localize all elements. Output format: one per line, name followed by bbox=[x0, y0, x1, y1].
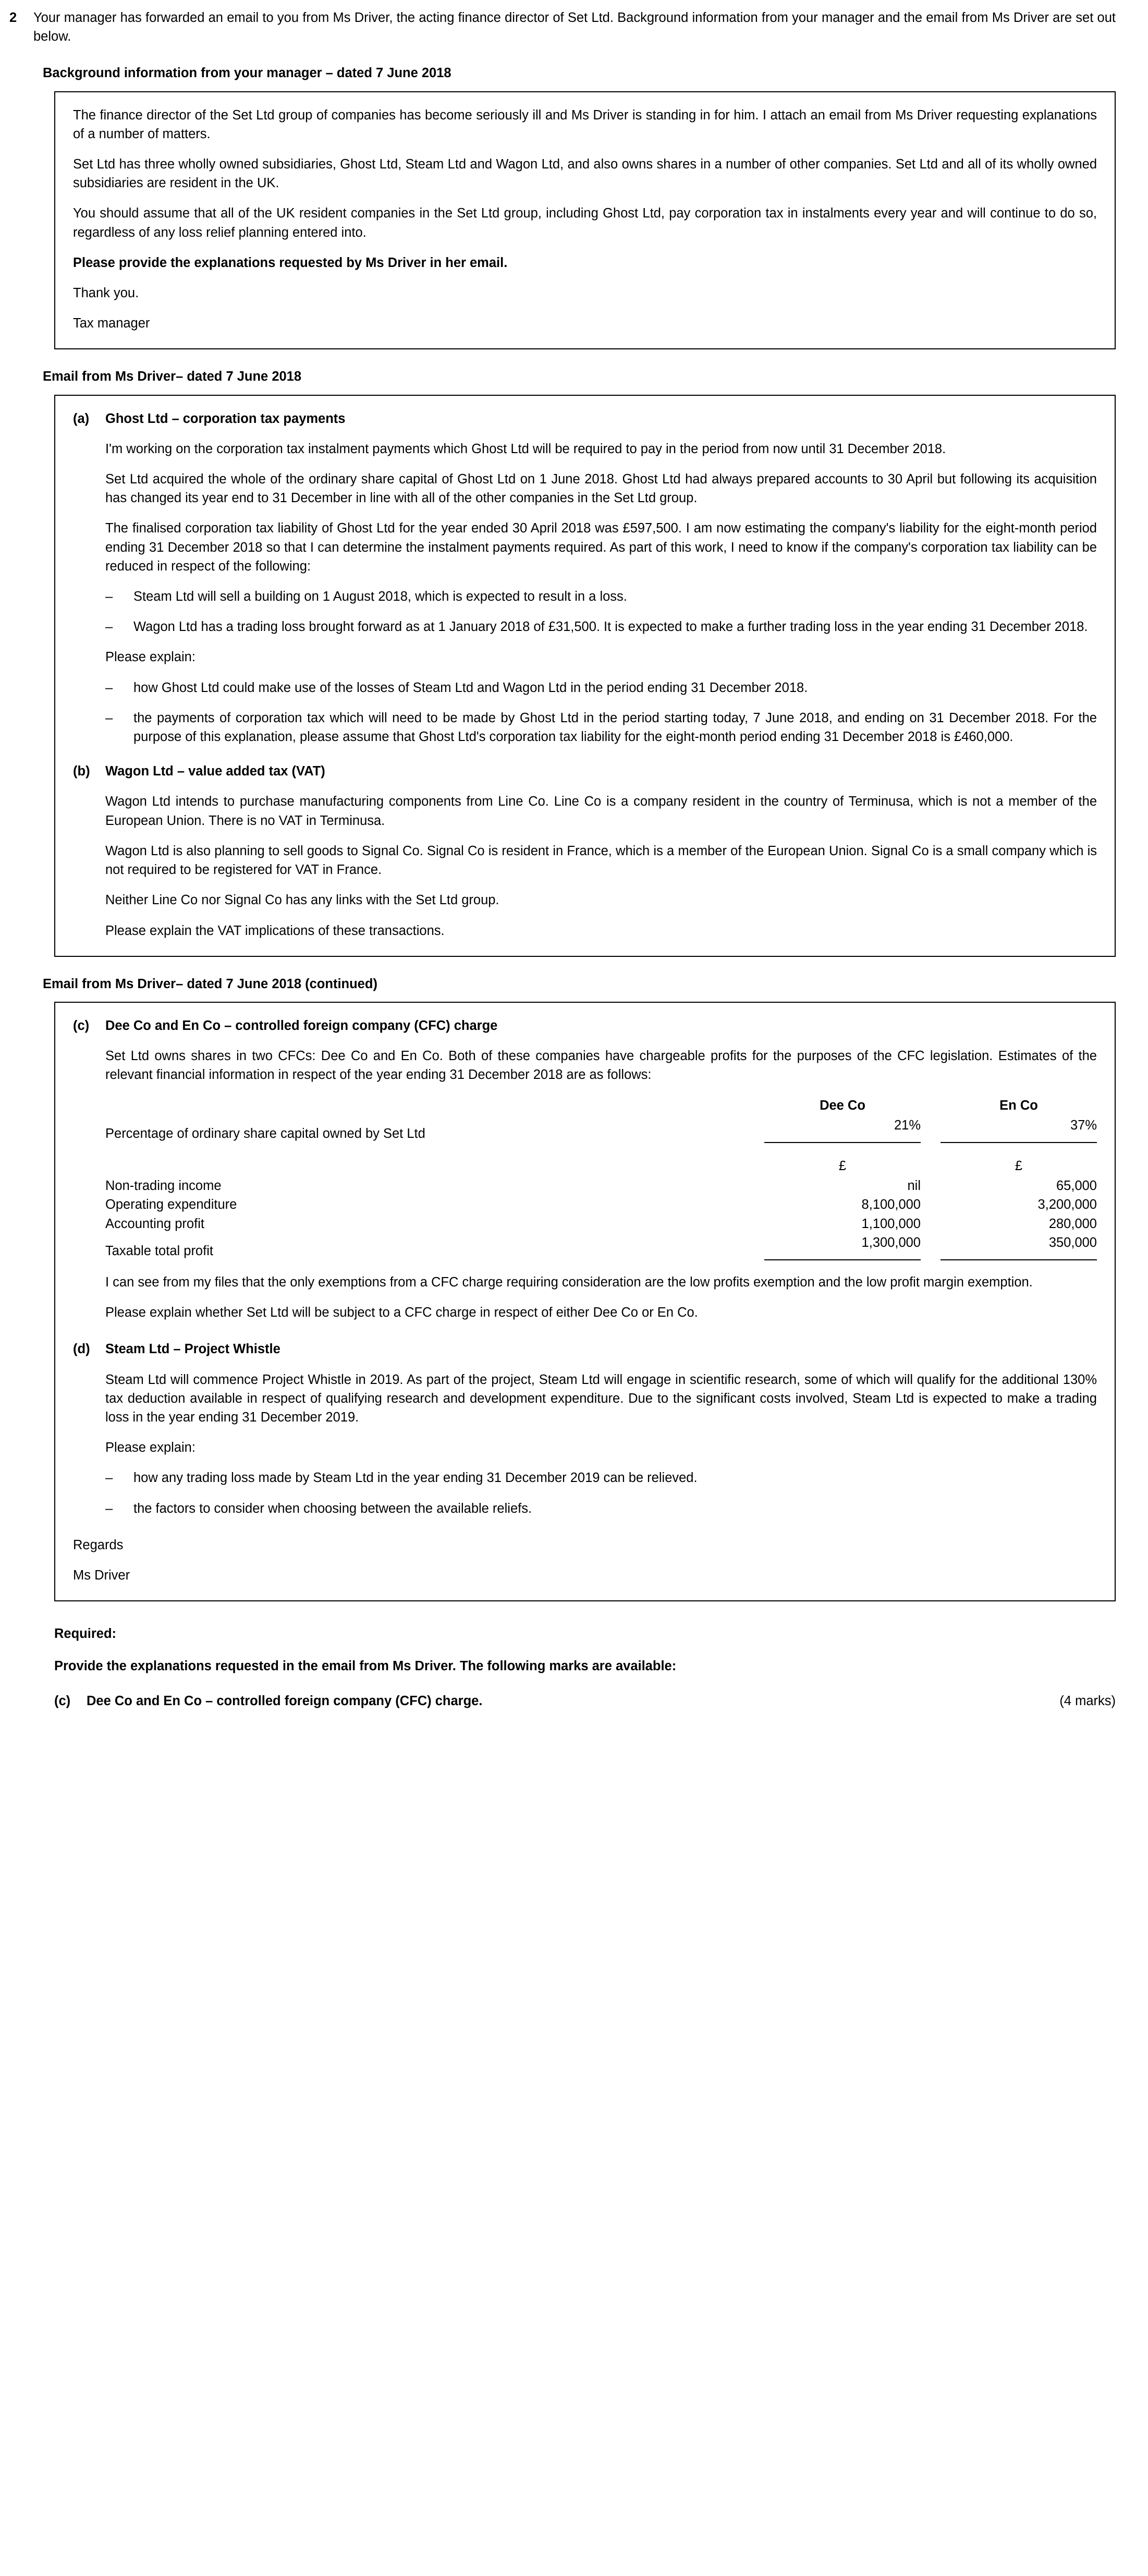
part-b-letter: (b) bbox=[73, 764, 90, 779]
manager-paragraph: You should assume that all of the UK resident companies in the Set Ltd group, including Ghost Ltd, pay corporation tax in instalments every year and will continue to do so, regardless of any loss relief planning entered into. bbox=[73, 206, 1097, 240]
part-a-explain-text: the payments of corporation tax which will need to be made by Ghost Ltd in the period starting today, 7 June 2018, and ending on 31 December 2018. For the purpose of this explanation, please assume that Ghost Ltd's corporation tax liability for the eight-month period ending 31 December 2018 is £460,000. bbox=[133, 710, 1097, 745]
ownership-value-dee-co: 21% bbox=[744, 1116, 921, 1143]
currency-row bbox=[105, 1143, 1097, 1176]
part-a-body bbox=[105, 440, 1097, 746]
part-a-fact-text: Wagon Ltd has a trading loss brought forward as at 1 January 2018 of £31,500. It is expected to make a further trading loss in the year ending 31 December 2018. bbox=[133, 619, 1088, 635]
ownership-row bbox=[105, 1116, 1097, 1143]
required-block bbox=[54, 1624, 1116, 1710]
dash-icon: – bbox=[105, 680, 113, 695]
question-intro-text: Your manager has forwarded an email to you from Ms Driver, the acting finance director of Set Ltd. Background information from your manager and the email from Ms Driver are set out below. bbox=[33, 10, 1116, 44]
part-a-please-explain: Please explain: bbox=[105, 650, 196, 665]
manager-thanks: Thank you. bbox=[73, 286, 139, 301]
part-a-explain-text: how Ghost Ltd could make use of the losses of Steam Ltd and Wagon Ltd in the period ending 31 December 2018. bbox=[133, 680, 808, 695]
table-row bbox=[105, 1233, 1097, 1260]
required-item-text: Dee Co and En Co – controlled foreign company (CFC) charge. bbox=[87, 1693, 483, 1708]
row-label: Non-trading income bbox=[105, 1178, 222, 1194]
row-label: Taxable total profit bbox=[105, 1243, 213, 1258]
column-header-en-co: En Co bbox=[999, 1098, 1038, 1113]
part-a-fact-item bbox=[105, 587, 1097, 606]
currency-symbol-en-co: £ bbox=[1015, 1158, 1023, 1173]
part-a-fact-text: Steam Ltd will sell a building on 1 August 2018, which is expected to result in a loss. bbox=[133, 589, 627, 604]
ownership-label: Percentage of ordinary share capital owned by Set Ltd bbox=[105, 1126, 425, 1141]
manager-signoff: Tax manager bbox=[73, 316, 150, 331]
part-c-intro: Set Ltd owns shares in two CFCs: Dee Co and En Co. Both of these companies have chargeable profits for the purposes of the CFC legislation. Estimates of the relevant financial information in respect of the year ending 31 December 2018 are as follows: bbox=[105, 1049, 1097, 1083]
dash-icon: – bbox=[105, 619, 113, 635]
required-item bbox=[54, 1692, 1116, 1710]
part-d-explain-text: how any trading loss made by Steam Ltd in the year ending 31 December 2019 can be relieved. bbox=[133, 1471, 698, 1486]
part-a-paragraph: Set Ltd acquired the whole of the ordinary share capital of Ghost Ltd on 1 June 2018. Ghost Ltd had always prepared accounts to 30 April but following its acquisition has changed its year end to 31 December in line with all of the other companies in the Set Ltd group. bbox=[105, 472, 1097, 506]
question-intro bbox=[0, 0, 1148, 46]
part-a-explain-item bbox=[105, 678, 1097, 697]
currency-symbol-dee-co: £ bbox=[838, 1158, 847, 1173]
part-d-explain-item bbox=[105, 1499, 1097, 1518]
part-d-explain-item bbox=[105, 1468, 1097, 1487]
email-box-2 bbox=[54, 1002, 1116, 1601]
part-d bbox=[73, 1340, 1097, 1517]
part-d-title: Steam Ltd – Project Whistle bbox=[105, 1342, 280, 1357]
part-a-fact-item bbox=[105, 617, 1097, 636]
row-value-dee-co: 1,300,000 bbox=[744, 1233, 921, 1260]
part-b-paragraph: Neither Line Co nor Signal Co has any links with the Set Ltd group. bbox=[105, 893, 499, 908]
part-a-letter: (a) bbox=[73, 411, 90, 426]
cfc-financial-table bbox=[105, 1096, 1097, 1260]
column-rule bbox=[941, 1254, 1097, 1260]
part-c-paragraph: Please explain whether Set Ltd will be subject to a CFC charge in respect of either Dee Co or En Co. bbox=[105, 1305, 698, 1320]
question-number: 2 bbox=[9, 10, 17, 25]
part-b-paragraph: Wagon Ltd is also planning to sell goods to Signal Co. Signal Co is resident in France, which is a member of the European Union. Signal Co is a small company which is not required to be registered for VAT in France. bbox=[105, 843, 1097, 878]
manager-request-line: Please provide the explanations requested by Ms Driver in her email. bbox=[73, 255, 508, 270]
table-row bbox=[105, 1214, 1097, 1233]
part-b-paragraph: Please explain the VAT implications of these transactions. bbox=[105, 923, 445, 938]
part-a-explain-item bbox=[105, 709, 1097, 746]
required-item-letter: (c) bbox=[54, 1693, 71, 1708]
column-header-dee-co: Dee Co bbox=[820, 1098, 865, 1113]
required-item-marks: (4 marks) bbox=[1059, 1693, 1116, 1708]
part-a bbox=[73, 409, 1097, 747]
row-value-en-co: 3,200,000 bbox=[1037, 1197, 1097, 1212]
email-regards: Regards bbox=[73, 1537, 124, 1552]
part-b-title: Wagon Ltd – value added tax (VAT) bbox=[105, 764, 325, 779]
row-value-en-co: 65,000 bbox=[1056, 1178, 1097, 1194]
part-c-body bbox=[105, 1047, 1097, 1322]
part-d-explain-text: the factors to consider when choosing between the available reliefs. bbox=[133, 1501, 532, 1516]
manager-paragraph: Set Ltd has three wholly owned subsidiaries, Ghost Ltd, Steam Ltd and Wagon Ltd, and also owns shares in a number of other companies. Set Ltd and all of its wholly owned subsidiaries are resident in the UK. bbox=[73, 157, 1097, 191]
part-a-paragraph: The finalised corporation tax liability of Ghost Ltd for the year ended 30 April 2018 was £597,500. I am now estimating the company's liability for the eight-month period ending 31 December 2018 so that I can determine the instalment payments required. As part of this work, I need to know if the company's corporation tax liability can be reduced in respect of the following: bbox=[105, 521, 1097, 574]
required-lead: Provide the explanations requested in the email from Ms Driver. The following marks are available: bbox=[54, 1659, 677, 1674]
part-d-heading bbox=[73, 1340, 1097, 1358]
part-c-paragraph: I can see from my files that the only exemptions from a CFC charge requiring consideration are the low profits exemption and the low profit margin exemption. bbox=[105, 1274, 1033, 1290]
email-signoff: Ms Driver bbox=[73, 1568, 130, 1583]
part-b-heading bbox=[73, 762, 1097, 781]
part-a-title: Ghost Ltd – corporation tax payments bbox=[105, 411, 346, 426]
row-value-dee-co: 1,100,000 bbox=[861, 1216, 921, 1231]
part-d-paragraph: Steam Ltd will commence Project Whistle in 2019. As part of the project, Steam Ltd will engage in scientific research, some of which will qualify for the additional 130% tax deduction available in respect of qualifying research and development expenditure. Due to the significant costs involved, Steam Ltd is expected to make a trading loss in the year ending 31 December 2019. bbox=[105, 1372, 1097, 1425]
part-d-body bbox=[105, 1370, 1097, 1518]
part-d-letter: (d) bbox=[73, 1342, 90, 1357]
part-b-paragraph: Wagon Ltd intends to purchase manufacturing components from Line Co. Line Co is a company resident in the country of Terminusa, which is not a member of the European Union. There is no VAT in Terminusa. bbox=[105, 794, 1097, 828]
dash-icon: – bbox=[105, 710, 113, 725]
part-c-title: Dee Co and En Co – controlled foreign company (CFC) charge bbox=[105, 1018, 498, 1033]
ownership-value-en-co: 37% bbox=[921, 1116, 1097, 1143]
part-a-heading bbox=[73, 409, 1097, 428]
part-c-letter: (c) bbox=[73, 1018, 90, 1033]
part-d-please-explain: Please explain: bbox=[105, 1440, 196, 1455]
column-rule bbox=[764, 1254, 921, 1260]
column-rule bbox=[764, 1137, 921, 1143]
row-value-dee-co: 8,100,000 bbox=[861, 1197, 921, 1212]
row-label: Operating expenditure bbox=[105, 1197, 237, 1212]
dash-icon: – bbox=[105, 589, 113, 604]
row-value-en-co: 280,000 bbox=[1048, 1216, 1097, 1231]
table-header-row bbox=[105, 1096, 1097, 1116]
table-row bbox=[105, 1176, 1097, 1195]
part-a-paragraph: I'm working on the corporation tax instalment payments which Ghost Ltd will be required to pay in the period from now until 31 December 2018. bbox=[105, 441, 946, 456]
email-heading-2: Email from Ms Driver– dated 7 June 2018 (continued) bbox=[43, 976, 377, 991]
dash-icon: – bbox=[105, 1471, 113, 1486]
row-label: Accounting profit bbox=[105, 1216, 204, 1231]
part-c bbox=[73, 1016, 1097, 1322]
row-value-en-co: 350,000 bbox=[921, 1233, 1097, 1260]
manager-background-box bbox=[54, 91, 1116, 350]
required-title: Required: bbox=[54, 1626, 117, 1642]
email-heading-1: Email from Ms Driver– dated 7 June 2018 bbox=[43, 369, 302, 384]
part-b bbox=[73, 762, 1097, 940]
part-c-heading bbox=[73, 1016, 1097, 1035]
manager-paragraph: The finance director of the Set Ltd group of companies has become seriously ill and Ms Driver is standing in for him. I attach an email from Ms Driver requesting explanations of a number of matters. bbox=[73, 107, 1097, 141]
row-value-dee-co: nil bbox=[907, 1178, 921, 1194]
dash-icon: – bbox=[105, 1501, 113, 1516]
column-rule bbox=[941, 1137, 1097, 1143]
table-row bbox=[105, 1195, 1097, 1214]
manager-background-heading: Background information from your manager – dated 7 June 2018 bbox=[43, 66, 451, 81]
email-box-1 bbox=[54, 395, 1116, 957]
part-b-body bbox=[105, 792, 1097, 940]
